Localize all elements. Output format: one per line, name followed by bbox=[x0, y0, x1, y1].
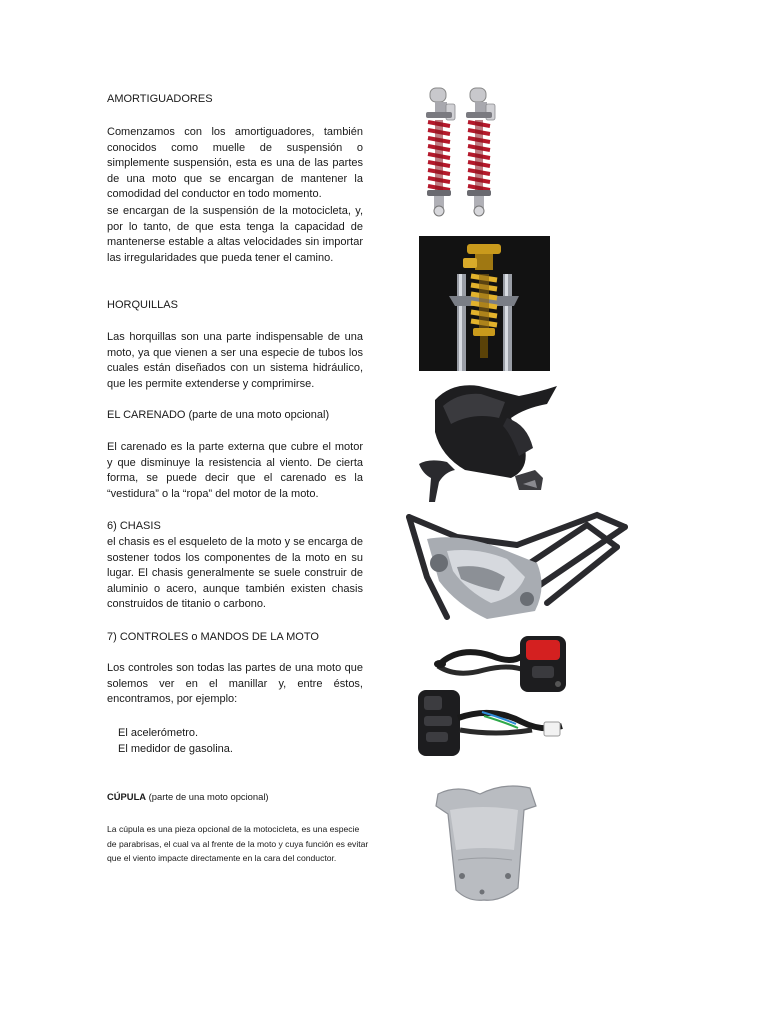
heading-controles: 7) CONTROLES o MANDOS DE LA MOTO bbox=[107, 631, 319, 643]
heading-cupula-bold: CÚPULA bbox=[107, 791, 147, 802]
controles-list bbox=[118, 725, 233, 757]
paragraph-horquillas: Las horquillas son una parte indispensable de una moto, ya que vienen a ser una especie de tubos los cuales están diseñados con un sistema hidráulico, que les permite extenderse y comprimirse. bbox=[107, 331, 363, 390]
heading-chasis: 6) CHASIS bbox=[107, 520, 161, 532]
heading-cupula bbox=[107, 790, 363, 804]
suspension-fork-image bbox=[419, 236, 550, 371]
heading-cupula-rest: (parte de una moto opcional) bbox=[146, 791, 269, 802]
chassis-image bbox=[387, 507, 637, 627]
paragraph-controles: Los controles son todas las partes de una moto que solemos ver en el manillar y, entre éstos, encontramos, por ejemplo: bbox=[107, 662, 363, 706]
paragraph-cupula: La cúpula es una pieza opcional de la motocicleta, es una especie de parabrisas, el cual va al frente de la moto y cuya función es evitar que el viento impacte directamente en la cara del conductor. bbox=[107, 824, 369, 864]
paragraph-chasis: el chasis es el esqueleto de la moto y se encarga de sostener todos los componentes de la moto en su lugar. El chasis generalmente se suele construir de aluminio o acero, aunque también existen chasis construidos de titanio o carbono. bbox=[107, 536, 363, 611]
fairing-image bbox=[407, 378, 565, 504]
windscreen-image bbox=[428, 780, 540, 904]
paragraph-amortiguadores-2: se encargan de la suspensión de la motocicleta, y, por lo tanto, de que esta tenga la capacidad de mantenerse estable a altas velocidades sin importar las irregularidades que pueda tener el camino. bbox=[107, 205, 363, 264]
heading-carenado: EL CARENADO (parte de una moto opcional) bbox=[107, 409, 330, 421]
handlebar-controls-image bbox=[412, 626, 574, 764]
paragraph-amortiguadores-1: Comenzamos con los amortiguadores, también conocidos como muelle de suspensión o simplemente suspensión, esta es una de las partes de una moto que se encargan de mantener la comodidad del conductor en todo momento. bbox=[107, 126, 363, 201]
list-item: El medidor de gasolina. bbox=[118, 743, 233, 755]
shock-absorbers-image bbox=[408, 84, 538, 219]
heading-amortiguadores: AMORTIGUADORES bbox=[107, 93, 213, 105]
list-item: El acelerómetro. bbox=[118, 727, 199, 739]
heading-horquillas: HORQUILLAS bbox=[107, 299, 178, 311]
paragraph-carenado: El carenado es la parte externa que cubre el motor y que disminuye la resistencia al viento. De cierta forma, se puede decir que el carenado es la “vestidura” o la “ropa” del motor de la moto. bbox=[107, 441, 363, 500]
